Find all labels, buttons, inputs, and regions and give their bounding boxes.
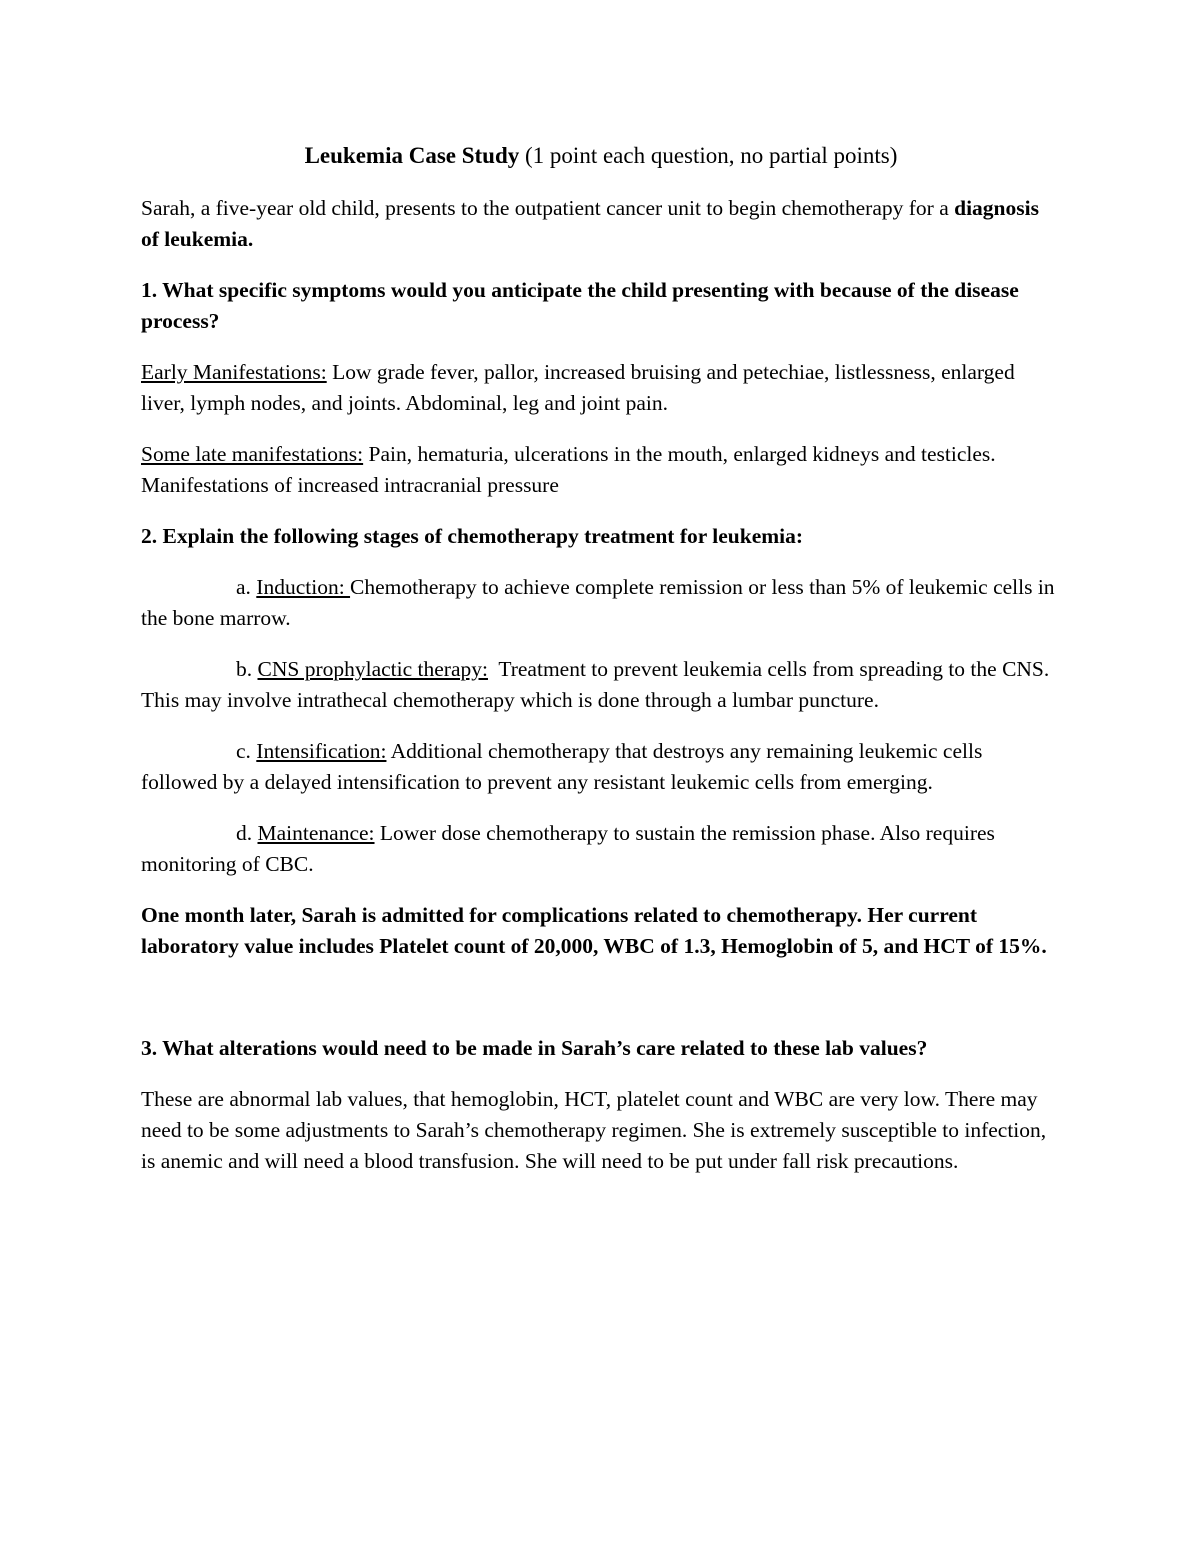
intro-bold: diagnosis of leukemia.	[141, 196, 1039, 251]
answer-3: These are abnormal lab values, that hemoglobin, HCT, platelet count and WBC are very low. There may need to be some adjustments to Sarah’s chemotherapy regimen. She is extremely susceptible to infection, is anemic and will need a blood transfusion. She will need to be put under fall risk precautions.	[141, 1087, 1047, 1173]
title-subtitle: (1 point each question, no partial points)	[519, 143, 898, 168]
case-update: One month later, Sarah is admitted for complications related to chemotherapy. Her current laboratory value includes Platelet count of 20,000, WBC of 1.3, Hemoglobin of 5, and HCT of 15%.	[141, 903, 1047, 958]
intro-text: Sarah, a five-year old child, presents to the outpatient cancer unit to begin chemotherapy for a	[141, 196, 955, 220]
stage-text: Chemotherapy to achieve complete remission or less than 5% of leukemic cells in the bone marrow.	[141, 575, 1055, 630]
stage-text: Lower dose chemotherapy to sustain the remission phase. Also requires monitoring of CBC.	[141, 821, 995, 876]
stage-label: Induction:	[256, 575, 351, 599]
stage-label: CNS prophylactic therapy:	[257, 657, 488, 681]
question-2: 2. Explain the following stages of chemotherapy treatment for leukemia:	[141, 524, 804, 548]
stage-prefix: d.	[236, 821, 258, 845]
early-manifestations	[141, 357, 1061, 419]
page-title	[141, 140, 1061, 172]
document-page	[141, 140, 1061, 1197]
title-bold: Leukemia Case Study	[304, 143, 520, 168]
question-3: 3. What alterations would need to be made in Sarah’s care related to these lab values?	[141, 1036, 928, 1060]
stage-cns-prophylactic	[141, 654, 1061, 716]
stage-intensification	[141, 736, 1061, 798]
late-text: Pain, hematuria, ulcerations in the mouth, enlarged kidneys and testicles. Manifestations of increased intracranial pressure	[141, 442, 996, 497]
early-label: Early Manifestations:	[141, 360, 327, 384]
late-manifestations	[141, 439, 1061, 501]
stage-text: Treatment to prevent leukemia cells from spreading to the CNS. This may involve intrathecal chemotherapy which is done through a lumbar puncture.	[141, 657, 1055, 712]
stage-label: Intensification:	[256, 739, 387, 763]
stage-text: Additional chemotherapy that destroys any remaining leukemic cells followed by a delayed intensification to prevent any resistant leukemic cells from emerging.	[141, 739, 983, 794]
stage-prefix: a.	[236, 575, 257, 599]
stage-prefix: c.	[236, 739, 257, 763]
stage-induction	[141, 572, 1061, 634]
stage-prefix: b.	[236, 657, 258, 681]
late-label: Some late manifestations:	[141, 442, 364, 466]
intro-paragraph	[141, 193, 1061, 255]
stage-maintenance	[141, 818, 1061, 880]
stage-label: Maintenance:	[257, 821, 375, 845]
early-text: Low grade fever, pallor, increased bruising and petechiae, listlessness, enlarged liver, lymph nodes, and joints. Abdominal, leg and joint pain.	[141, 360, 1015, 415]
question-1: 1. What specific symptoms would you anticipate the child presenting with because of the disease process?	[141, 278, 1019, 333]
